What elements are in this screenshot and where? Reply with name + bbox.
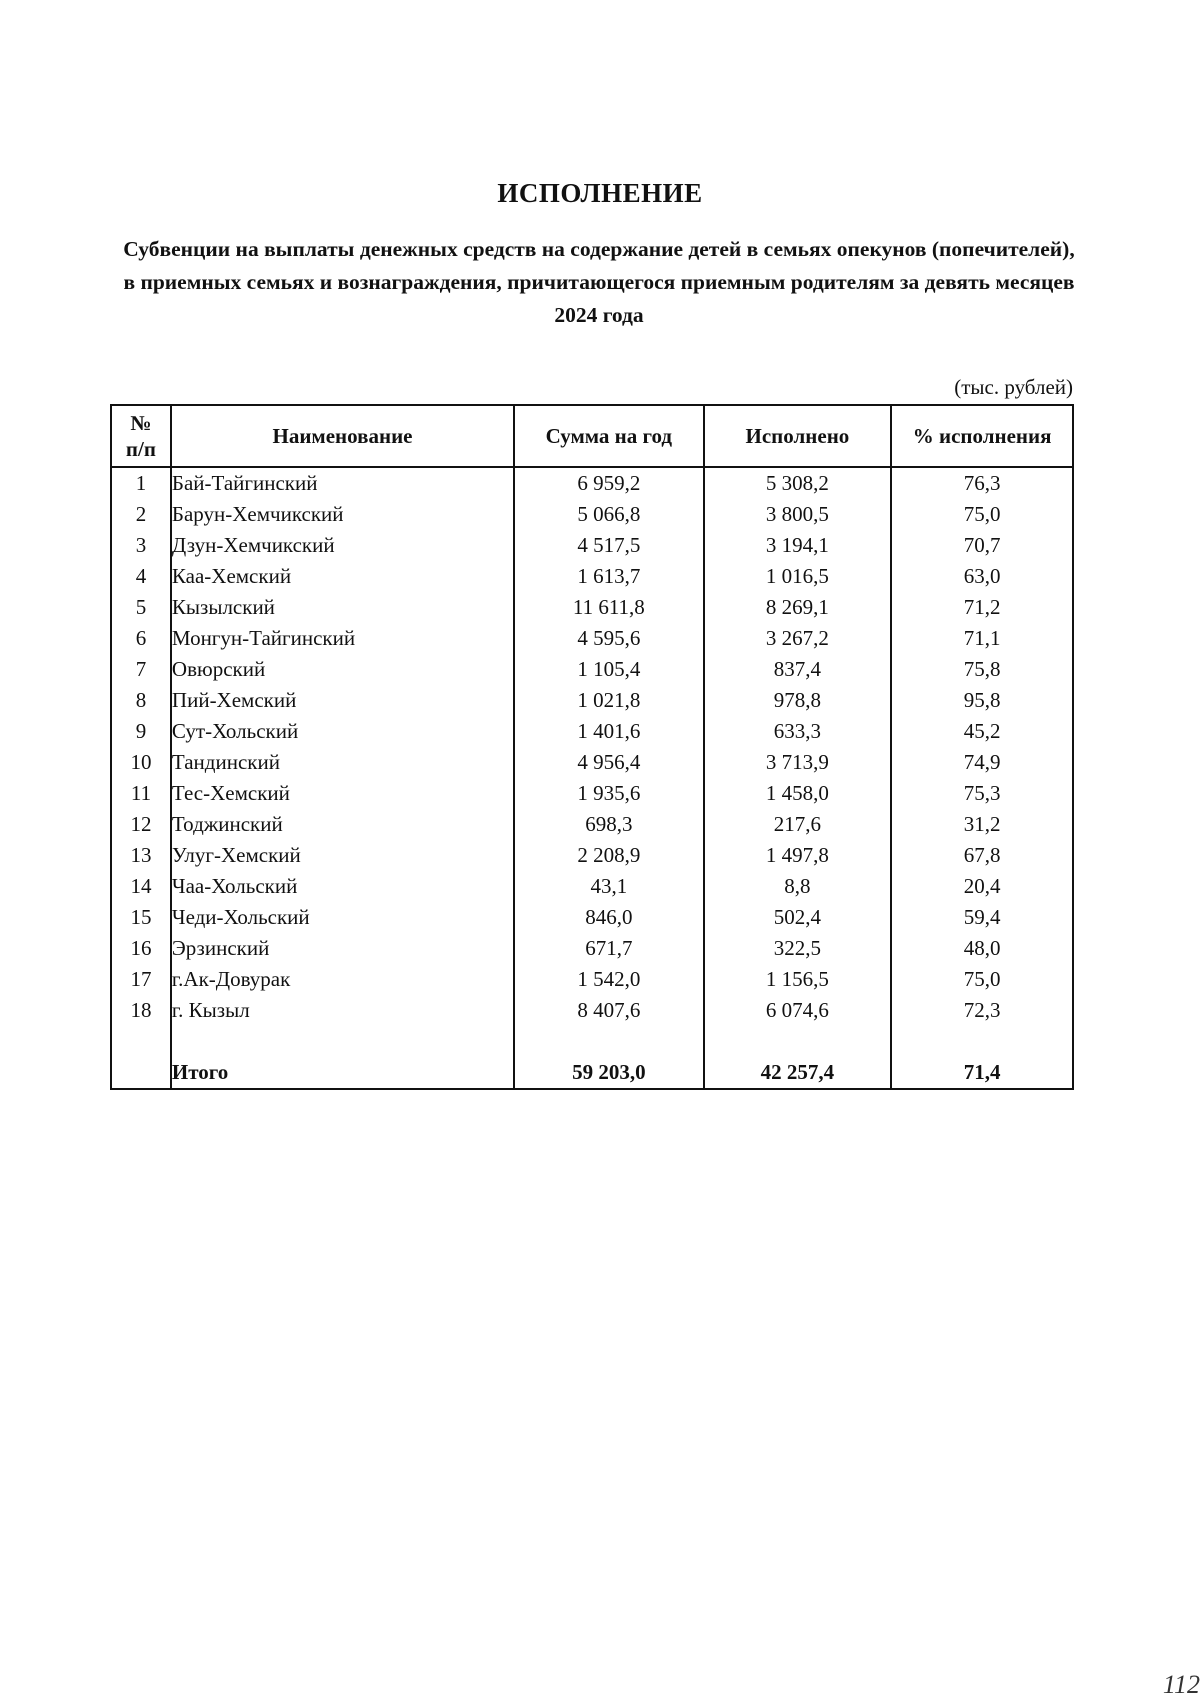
cell-pct: 67,8: [891, 840, 1073, 871]
cell-pct: 71,2: [891, 592, 1073, 623]
table-row: [111, 871, 1073, 902]
total-num: [111, 1057, 171, 1089]
cell-name: Овюрский: [171, 654, 514, 685]
cell-pct: 71,1: [891, 623, 1073, 654]
cell-pct: 70,7: [891, 530, 1073, 561]
cell-num: 2: [111, 499, 171, 530]
cell-plan: 1 613,7: [514, 561, 703, 592]
table-row: [111, 933, 1073, 964]
table-row: [111, 499, 1073, 530]
cell-pct: 31,2: [891, 809, 1073, 840]
cell-pct: 20,4: [891, 871, 1073, 902]
header-pct: % исполнения: [891, 405, 1073, 467]
cell-name: Дзун-Хемчикский: [171, 530, 514, 561]
cell-name: Монгун-Тайгинский: [171, 623, 514, 654]
cell-name: Сут-Хольский: [171, 716, 514, 747]
cell-pct: 48,0: [891, 933, 1073, 964]
cell-pct: 59,4: [891, 902, 1073, 933]
unit-label: (тыс. рублей): [954, 375, 1073, 399]
cell-plan: 1 935,6: [514, 778, 703, 809]
total-done: 42 257,4: [704, 1057, 892, 1089]
cell-done: 633,3: [704, 716, 892, 747]
cell-name: Эрзинский: [171, 933, 514, 964]
header-plan: Сумма на год: [514, 405, 703, 467]
cell-name: Пий-Хемский: [171, 685, 514, 716]
cell-num: 6: [111, 623, 171, 654]
cell-done: 1 458,0: [704, 778, 892, 809]
header-num: № п/п: [111, 405, 171, 467]
cell-name: Кызылский: [171, 592, 514, 623]
cell-pct: 75,0: [891, 499, 1073, 530]
cell-num: 10: [111, 747, 171, 778]
cell-num: 14: [111, 871, 171, 902]
cell-plan: 4 517,5: [514, 530, 703, 561]
cell-num: 5: [111, 592, 171, 623]
cell-plan: 1 542,0: [514, 964, 703, 995]
cell-plan: 43,1: [514, 871, 703, 902]
cell-num: 9: [111, 716, 171, 747]
cell-name: Улуг-Хемский: [171, 840, 514, 871]
cell-done: 5 308,2: [704, 467, 892, 499]
cell-done: 1 016,5: [704, 561, 892, 592]
cell-pct: 75,0: [891, 964, 1073, 995]
cell-name: Бай-Тайгинский: [171, 467, 514, 499]
cell-num: 7: [111, 654, 171, 685]
cell-pct: 75,3: [891, 778, 1073, 809]
cell-num: 17: [111, 964, 171, 995]
cell-name: Тес-Хемский: [171, 778, 514, 809]
header-done: Исполнено: [704, 405, 892, 467]
page-number: 112: [1162, 1670, 1200, 1699]
cell-done: 8,8: [704, 871, 892, 902]
total-plan: 59 203,0: [514, 1057, 703, 1089]
table-header-row: [111, 405, 1073, 467]
cell-pct: 63,0: [891, 561, 1073, 592]
cell-num: 12: [111, 809, 171, 840]
document-subtitle: Субвенции на выплаты денежных средств на содержание детей в семьях опекунов (попечителей), в приемных семьях и вознаграждения, причитающегося приемным родителям за девять месяцев 2024 года: [123, 237, 1075, 327]
table-row: [111, 778, 1073, 809]
cell-pct: 45,2: [891, 716, 1073, 747]
cell-plan: 671,7: [514, 933, 703, 964]
cell-pct: 95,8: [891, 685, 1073, 716]
table-row: [111, 685, 1073, 716]
cell-plan: 6 959,2: [514, 467, 703, 499]
cell-name: Чеди-Хольский: [171, 902, 514, 933]
cell-name: Тандинский: [171, 747, 514, 778]
table-row: [111, 530, 1073, 561]
cell-num: 18: [111, 995, 171, 1026]
cell-done: 3 713,9: [704, 747, 892, 778]
table-row: [111, 747, 1073, 778]
cell-done: 217,6: [704, 809, 892, 840]
total-pct: 71,4: [891, 1057, 1073, 1089]
cell-num: 3: [111, 530, 171, 561]
cell-name: г.Ак-Довурак: [171, 964, 514, 995]
header-name: Наименование: [171, 405, 514, 467]
table-row: [111, 654, 1073, 685]
cell-plan: 1 401,6: [514, 716, 703, 747]
cell-name: Чаа-Хольский: [171, 871, 514, 902]
cell-done: 978,8: [704, 685, 892, 716]
cell-done: 6 074,6: [704, 995, 892, 1026]
cell-pct: 72,3: [891, 995, 1073, 1026]
cell-plan: 5 066,8: [514, 499, 703, 530]
cell-done: 837,4: [704, 654, 892, 685]
cell-plan: 2 208,9: [514, 840, 703, 871]
cell-plan: 698,3: [514, 809, 703, 840]
cell-plan: 1 105,4: [514, 654, 703, 685]
table-row: [111, 840, 1073, 871]
table-row: [111, 716, 1073, 747]
cell-plan: 4 595,6: [514, 623, 703, 654]
cell-num: 4: [111, 561, 171, 592]
cell-name: Барун-Хемчикский: [171, 499, 514, 530]
cell-pct: 74,9: [891, 747, 1073, 778]
cell-done: 1 156,5: [704, 964, 892, 995]
cell-pct: 75,8: [891, 654, 1073, 685]
cell-done: 322,5: [704, 933, 892, 964]
total-label: Итого: [171, 1057, 514, 1089]
table-row: [111, 467, 1073, 499]
table-spacer-row: [111, 1026, 1073, 1057]
cell-done: 1 497,8: [704, 840, 892, 871]
table-row: [111, 623, 1073, 654]
cell-num: 16: [111, 933, 171, 964]
table-total-row: [111, 1057, 1073, 1089]
cell-plan: 11 611,8: [514, 592, 703, 623]
cell-done: 8 269,1: [704, 592, 892, 623]
cell-done: 502,4: [704, 902, 892, 933]
table-row: [111, 995, 1073, 1026]
cell-plan: 8 407,6: [514, 995, 703, 1026]
table-row: [111, 809, 1073, 840]
document-title: ИСПОЛНЕНИЕ: [497, 178, 703, 208]
table-row: [111, 902, 1073, 933]
table-row: [111, 964, 1073, 995]
table-row: [111, 561, 1073, 592]
cell-plan: 4 956,4: [514, 747, 703, 778]
cell-num: 11: [111, 778, 171, 809]
cell-name: Каа-Хемский: [171, 561, 514, 592]
cell-num: 15: [111, 902, 171, 933]
cell-plan: 1 021,8: [514, 685, 703, 716]
cell-plan: 846,0: [514, 902, 703, 933]
execution-table: [110, 404, 1074, 1090]
table-row: [111, 592, 1073, 623]
cell-done: 3 194,1: [704, 530, 892, 561]
cell-done: 3 800,5: [704, 499, 892, 530]
cell-name: г. Кызыл: [171, 995, 514, 1026]
cell-name: Тоджинский: [171, 809, 514, 840]
cell-num: 1: [111, 467, 171, 499]
cell-pct: 76,3: [891, 467, 1073, 499]
cell-num: 13: [111, 840, 171, 871]
cell-num: 8: [111, 685, 171, 716]
cell-done: 3 267,2: [704, 623, 892, 654]
